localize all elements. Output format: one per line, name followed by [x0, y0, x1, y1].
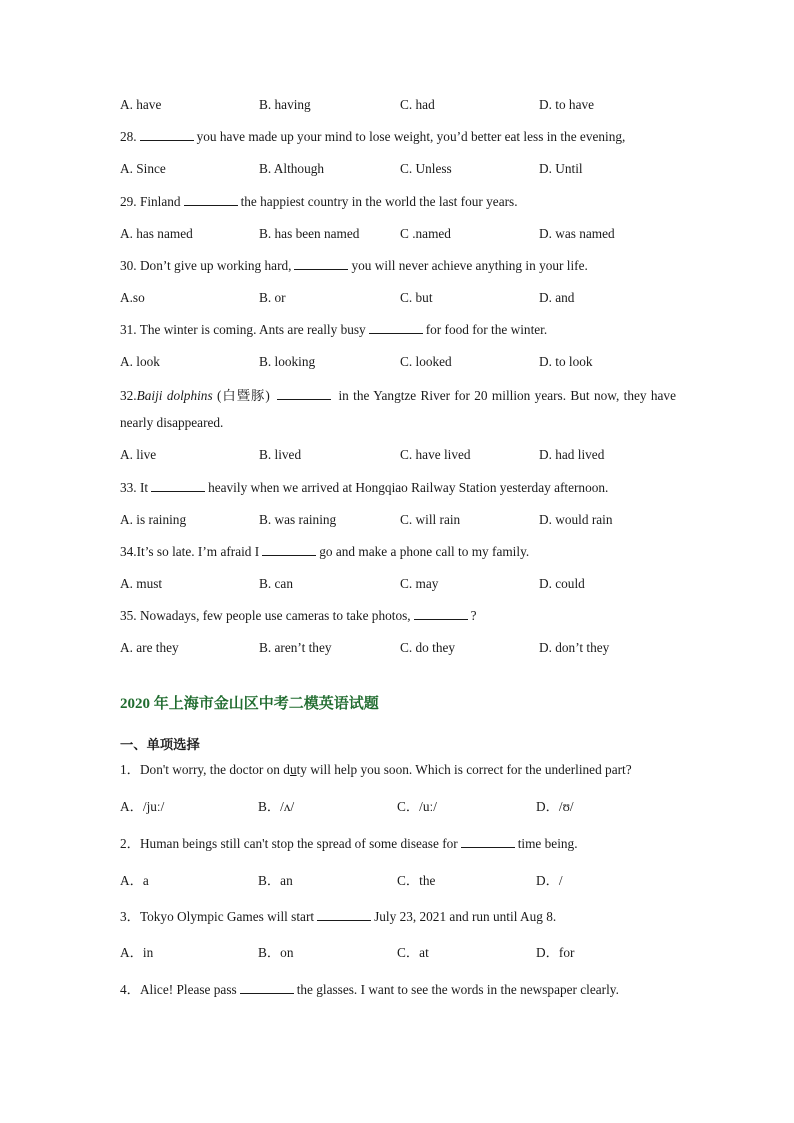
q35-option-b: B. aren’t they [259, 640, 332, 655]
q28-option-c: C. Unless [400, 161, 452, 176]
q29-option-b: B. has been named [259, 226, 360, 241]
n2-option-d: D．/ [536, 873, 563, 888]
n3-option-b: B．on [258, 945, 294, 960]
n2-option-a: A．a [120, 873, 149, 888]
answer-blank [151, 479, 205, 492]
q28-option-d: D. Until [539, 161, 583, 176]
n1-option-a: A．/juː/ [120, 799, 165, 814]
q32-option-b: B. lived [259, 447, 302, 462]
n1-stem: 1．Don't worry, the doctor on duty will help you soon. Which is correct for the underlined part? [120, 762, 632, 777]
answer-blank [369, 321, 423, 334]
q35-stem: 35. Nowadays, few people use cameras to take photos, ? [120, 608, 477, 623]
q29-stem: 29. Finland the happiest country in the world the last four years. [120, 194, 518, 209]
q34-option-a: A. must [120, 576, 163, 591]
q33-stem: 33. It heavily when we arrived at Hongqiao Railway Station yesterday afternoon. [120, 480, 609, 495]
q31-option-a: A. look [120, 354, 160, 369]
answer-blank [184, 193, 238, 206]
answer-blank [262, 543, 316, 556]
n2-stem: 2．Human beings still can't stop the spread of some disease for time being. [120, 836, 578, 851]
q33-option-b: B. was raining [259, 512, 337, 527]
n4-stem: 4．Alice! Please pass the glasses. I want to see the words in the newspaper clearly. [120, 982, 619, 997]
q34-option-b: B. can [259, 576, 293, 591]
q31-option-b: B. looking [259, 354, 316, 369]
exam-title: 2020 年上海市金山区中考二模英语试题 [120, 696, 379, 712]
n1-option-b: B．/ʌ/ [258, 799, 295, 814]
n3-option-d: D．for [536, 945, 575, 960]
answer-blank [140, 128, 194, 141]
q29-option-a: A. has named [120, 226, 193, 241]
n2-option-c: C．the [397, 873, 436, 888]
q32-option-d: D. had lived [539, 447, 605, 462]
n1-option-c: C．/uː/ [397, 799, 437, 814]
q30-option-c: C. but [400, 290, 433, 305]
q33-option-a: A. is raining [120, 512, 187, 527]
n3-option-c: C．at [397, 945, 429, 960]
q31-option-c: C. looked [400, 354, 452, 369]
n2-option-b: B．an [258, 873, 293, 888]
q31-option-d: D. to look [539, 354, 593, 369]
q28-option-b: B. Although [259, 161, 325, 176]
q34-stem: 34.It’s so late. I’m afraid I go and make a phone call to my family. [120, 544, 530, 559]
q27-option-c: C. had [400, 97, 435, 112]
q34-option-c: C. may [400, 576, 439, 591]
answer-blank [317, 908, 371, 921]
q30-option-b: B. or [259, 290, 286, 305]
q35-option-d: D. don’t they [539, 640, 610, 655]
q35-option-a: A. are they [120, 640, 179, 655]
q27-option-a: A. have [120, 97, 162, 112]
answer-blank [277, 387, 331, 400]
q30-option-a: A.so [120, 290, 145, 305]
answer-blank [294, 257, 348, 270]
q32-option-a: A. live [120, 447, 157, 462]
q35-option-c: C. do they [400, 640, 456, 655]
q32-stem: 32.Baiji dolphins (白暨豚) in the Yangtze River for 20 million years. But now, they have nearly disappeared. [120, 388, 676, 430]
n1-option-d: D．/ʊ/ [536, 799, 574, 814]
answer-blank [461, 835, 515, 848]
answer-blank [414, 607, 468, 620]
underlined-letter: u [289, 762, 297, 777]
section-title: 一、单项选择 [120, 737, 200, 752]
q29-option-d: D. was named [539, 226, 615, 241]
q28-stem: 28. you have made up your mind to lose weight, you’d better eat less in the evening, [120, 129, 626, 144]
n3-option-a: A．in [120, 945, 154, 960]
q33-option-d: D. would rain [539, 512, 613, 527]
q27-option-b: B. having [259, 97, 311, 112]
q28-option-a: A. Since [120, 161, 166, 176]
q29-option-c: C .named [400, 226, 451, 241]
q31-stem: 31. The winter is coming. Ants are really busy for food for the winter. [120, 322, 548, 337]
q30-stem: 30. Don’t give up working hard, you will never achieve anything in your life. [120, 258, 588, 273]
q32-option-c: C. have lived [400, 447, 471, 462]
q30-option-d: D. and [539, 290, 575, 305]
answer-blank [240, 981, 294, 994]
n3-stem: 3．Tokyo Olympic Games will start July 23, 2021 and run until Aug 8. [120, 909, 557, 924]
q34-option-d: D. could [539, 576, 585, 591]
q33-option-c: C. will rain [400, 512, 461, 527]
q27-option-d: D. to have [539, 97, 595, 112]
